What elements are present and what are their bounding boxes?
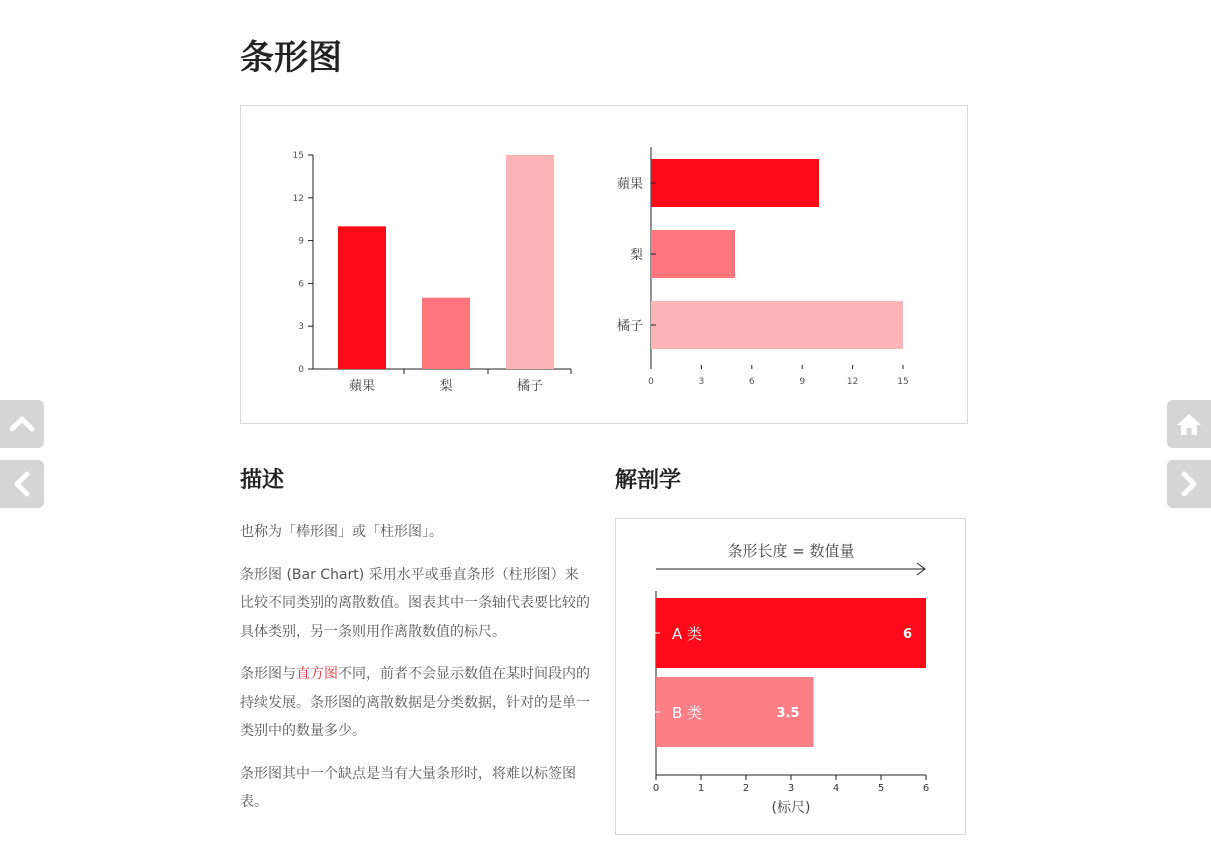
- y-tick-label: 0: [298, 365, 304, 375]
- y-tick-label: 梨: [629, 248, 643, 263]
- chevron-up-icon: [8, 414, 36, 434]
- home-icon: [1176, 412, 1202, 436]
- description-paragraph: 条形图 (Bar Chart) 采用水平或垂直条形（柱形图）来比较不同类别的离散数值。图表其中一条轴代表要比较的具体类别，另一条则用作离散数值的标尺。: [240, 566, 590, 640]
- x-tick-label: 6: [748, 377, 755, 387]
- previous-button[interactable]: [0, 460, 44, 508]
- paragraph-text: 条形图与: [240, 666, 296, 682]
- paragraph-text: 不同，前者不会显示数值在某时间段内的持续发展。条形图的离散数据是分类数据，针对的是单一类别中的数量多少。: [240, 666, 590, 739]
- x-tick-label: 1: [697, 783, 705, 794]
- histogram-link[interactable]: 直方图: [296, 666, 338, 682]
- anatomy-diagram: [616, 519, 967, 836]
- x-tick-label: 梨: [439, 379, 453, 394]
- y-tick-label: 9: [298, 236, 304, 247]
- x-axis-label: (标尺): [771, 800, 811, 816]
- x-tick-label: 12: [846, 377, 859, 387]
- scroll-up-button[interactable]: [0, 400, 44, 448]
- y-tick-label: 蘋果: [616, 177, 643, 192]
- bar: [338, 226, 386, 369]
- x-tick-label: 9: [799, 377, 806, 387]
- x-tick-label: 3: [787, 783, 795, 794]
- bar: [651, 230, 735, 278]
- description-text: [240, 518, 592, 831]
- y-tick-label: 12: [292, 193, 304, 204]
- x-tick-label: 6: [922, 783, 930, 794]
- x-tick-label: 15: [897, 377, 909, 387]
- home-button[interactable]: [1167, 400, 1211, 448]
- x-tick-label: 3: [698, 377, 705, 387]
- bar-chart-examples: [241, 106, 969, 425]
- value-label: 6: [902, 627, 912, 642]
- y-tick-label: 15: [292, 151, 304, 161]
- y-tick-label: 6: [298, 279, 304, 290]
- chart-panel: [240, 105, 968, 424]
- bar: [506, 155, 554, 369]
- x-tick-label: 4: [832, 783, 840, 794]
- next-button[interactable]: [1167, 460, 1211, 508]
- x-tick-label: 2: [742, 783, 750, 794]
- chevron-left-icon: [12, 470, 32, 498]
- chart-title: 条形长度 = 数值量: [727, 542, 855, 560]
- anatomy-panel: [615, 518, 966, 835]
- description-heading: 描述: [240, 468, 285, 493]
- x-tick-label: 5: [877, 783, 885, 794]
- page-title: 条形图: [240, 38, 342, 78]
- anatomy-heading: 解剖学: [615, 468, 682, 493]
- description-paragraph: 条形图其中一个缺点是当有大量条形时，将难以标签图表。: [240, 765, 576, 810]
- description-paragraph: [240, 660, 592, 746]
- bar: [651, 301, 903, 349]
- value-label: 3.5: [776, 706, 800, 721]
- bar: [651, 159, 819, 207]
- description-paragraph: 也称为「棒形图」或「柱形图」。: [240, 524, 443, 540]
- category-label: B 类: [672, 704, 703, 722]
- chevron-right-icon: [1179, 470, 1199, 498]
- x-tick-label: 0: [652, 783, 660, 794]
- category-label: A 类: [672, 625, 703, 643]
- x-tick-label: 橘子: [516, 379, 544, 394]
- x-tick-label: 0: [648, 377, 654, 387]
- x-tick-label: 蘋果: [348, 379, 376, 394]
- y-tick-label: 橘子: [616, 319, 643, 334]
- y-tick-label: 3: [298, 322, 304, 333]
- bar: [422, 298, 470, 369]
